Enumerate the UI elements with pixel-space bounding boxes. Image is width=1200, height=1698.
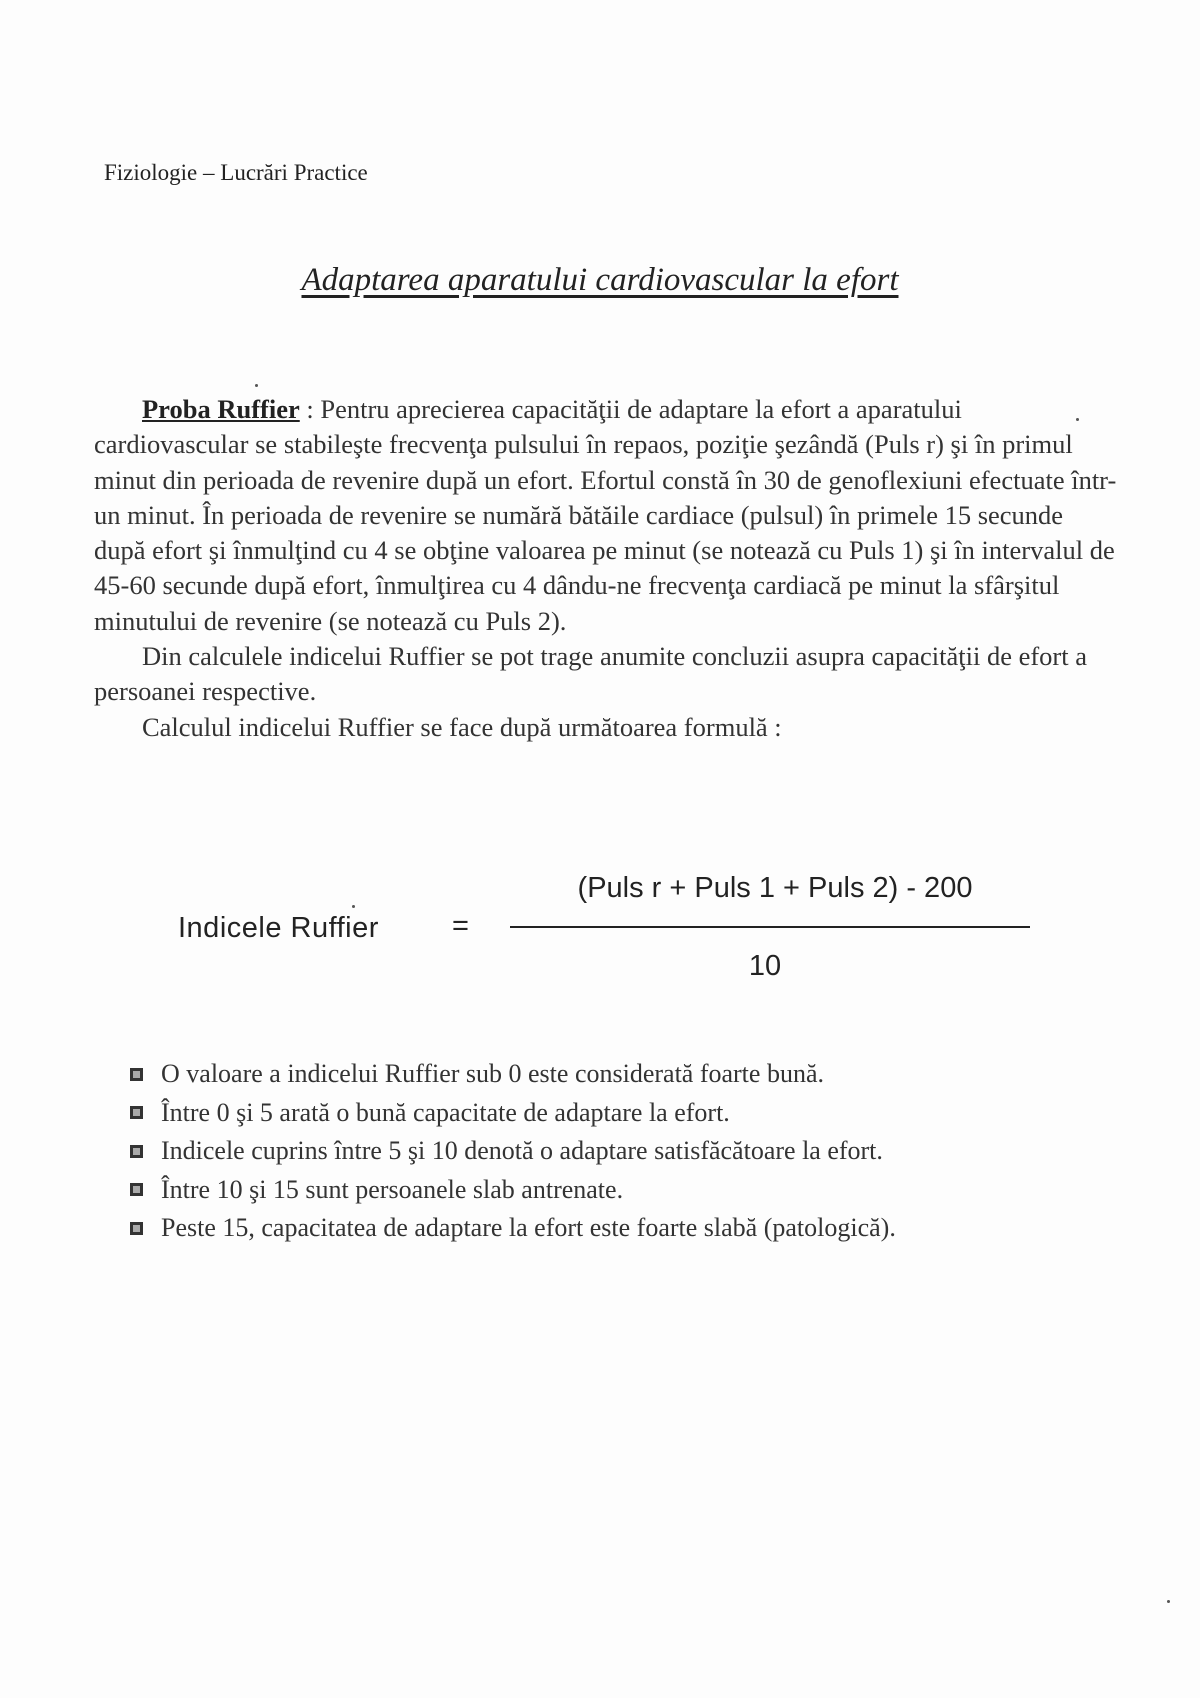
fraction-bar — [510, 926, 1030, 928]
document-title: Adaptarea aparatului cardiovascular la efort — [301, 262, 899, 298]
formula-equals: = — [452, 910, 469, 942]
body-text — [94, 392, 1118, 745]
square-bullet-icon — [130, 1222, 143, 1235]
list-item-text: Indicele cuprins între 5 şi 10 denotă o adaptare satisfăcătoare la efort. — [161, 1136, 883, 1165]
scan-speck — [1167, 1600, 1170, 1603]
paragraph-1-text: : Pentru aprecierea capacităţii de adaptare la efort a aparatului cardiovascular se stabileşte frecvenţa pulsului în repaos, poziţie şezândă (Puls r) şi în primul minut din perioada de revenire după un efort. Efortul constă în 30 de genoflexiuni efectuate într-un minut. În perioada de revenire se numără bătăile cardiace (pulsul) în primele 15 secunde după efort şi înmulţind cu 4 se obţine valoarea pe minut (se notează cu Puls 1) şi în intervalul de 45-60 secunde după efort, înmulţirea cu 4 dându-ne frecvenţa cardiacă pe minut la sfârşitul minutului de revenire (se notează cu Puls 2). — [94, 394, 1117, 636]
square-bullet-icon — [130, 1145, 143, 1158]
formula-numerator: (Puls r + Puls 1 + Puls 2) - 200 — [577, 872, 973, 904]
paragraph-proba-ruffier — [94, 392, 1118, 639]
list-item — [130, 1171, 1110, 1210]
square-bullet-icon — [130, 1068, 143, 1081]
list-item — [130, 1094, 1110, 1133]
scan-speck — [352, 905, 355, 908]
square-bullet-icon — [130, 1183, 143, 1196]
scan-speck — [1076, 418, 1079, 421]
formula-label: Indicele Ruffier — [178, 912, 379, 944]
paragraph-calcul: Calculul indicelui Ruffier se face după următoarea formulă : — [142, 711, 782, 742]
list-item-text: Între 10 şi 15 sunt persoanele slab antrenate. — [161, 1174, 624, 1204]
ruffier-formula — [170, 872, 1040, 1000]
page-header: Fiziologie – Lucrări Practice — [104, 160, 368, 185]
formula-denominator: 10 — [748, 950, 782, 982]
square-bullet-icon — [130, 1106, 143, 1119]
list-item — [130, 1055, 1110, 1094]
term-proba-ruffier: Proba Ruffier — [142, 394, 300, 424]
list-item-text: Între 0 şi 5 arată o bună capacitate de adaptare la efort. — [161, 1097, 730, 1127]
list-item-text: Peste 15, capacitatea de adaptare la efort este foarte slabă (patologică). — [161, 1213, 896, 1242]
scan-speck — [255, 384, 258, 387]
list-item — [130, 1209, 1110, 1248]
paragraph-concluzii: Din calculele indicelui Ruffier se pot trage anumite concluzii asupra capacităţii de efort a persoanei respective. — [94, 641, 1088, 707]
list-item — [130, 1132, 1110, 1171]
interpretation-list — [130, 1055, 1110, 1248]
list-item-text: O valoare a indicelui Ruffier sub 0 este considerată foarte bună. — [161, 1059, 824, 1088]
